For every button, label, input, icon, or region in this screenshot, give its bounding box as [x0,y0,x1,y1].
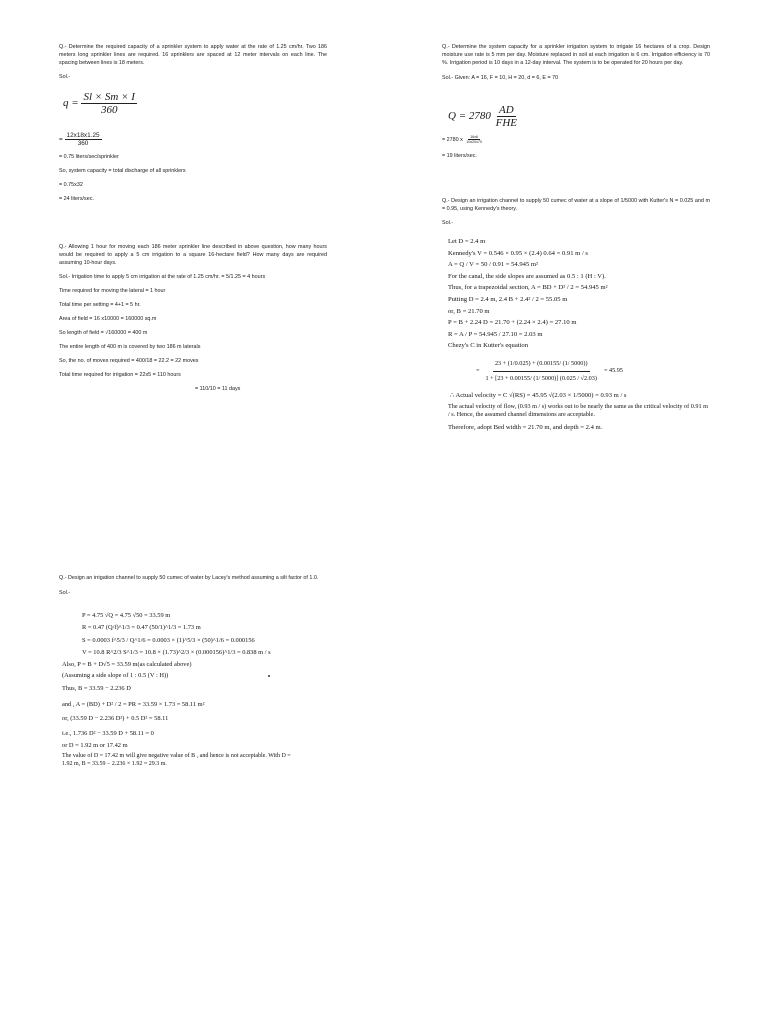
q4-chezy-equation: = $\frac{23 + (1/0.025) + (0.00155/ (1/ 5000))}{1 + [23 + 0.00155/ (1/ 5000)] (0.025 / √2.03)}$ = 45.95 [476,359,623,382]
q1-sol-label: Sol.- [59,74,71,80]
q2-step: Total time per setting = 4+1 = 5 hr. [59,302,141,308]
q4-question: Q.- Design an irrigation channel to supply 50 cumec of water at a slope of 1/5000 with Kutter's N = 0.025 and m = 0.95, using Kennedy's theory. [442,198,710,212]
q4-line: A = Q / V = 50 / 0.91 = 54.945 m² [448,261,539,269]
q1-formula [63,91,327,116]
q1-step: = 0.75 liters/sec/sprinkler [59,154,119,160]
q3-formula-num: AD [498,104,514,116]
q4-adopt: Therefore, adopt Bed width = 21.70 m, and depth = 2.4 m. [448,423,603,431]
q2-question: Q.- Allowing 1 hour for moving each 186 meter sprinkler line described in above question, how many hours would be required to apply a 5 cm irrigation to a square 16-hectare field? How many days are required assuming 10-hour days. [59,244,327,266]
q4-chezy-result: = 45.95 [603,367,623,375]
q4-block [442,197,710,227]
q4-chezy-den: 1 + [23 + 0.00155/ (1/ 5000)] (0.025 / √2.03) [485,374,597,382]
q4-solution [448,237,710,432]
q3-calc-num: 16x6 [470,135,479,139]
q4-line: or, B = 21.70 m [448,307,490,315]
q5-block [59,574,327,597]
q3-calc-den: 10x20x70 [466,140,482,144]
scan-dot [268,675,270,677]
q2-step: Area of field = 16 x10000 = 160000 sq.m [59,316,157,322]
q1-formula-num: Sl × Sm × I [83,91,135,103]
q2-block [59,243,327,393]
q5-line: or, (33.59 D − 2.236 D²) + 0.5 D² = 58.11 [62,715,169,723]
q4-line: Putting D = 2.4 m, 2.4 B + 2.4² / 2 = 55.05 m [448,295,568,303]
q5-eq: V = 10.8 R^2/3 S^1/3 = 10.8 × (1.73)^2/3 × (0.000156)^1/3 = 0.838 m / s [82,649,271,657]
q5-line: The value of D = 17.42 m will give negative value of B , and hence is not acceptable. With D = 1.92 m, B = 33.59 − 2.236 × 1.92 = 29.3 m. [62,753,291,768]
q5-eq: S = 0.0003 f^5/3 / Q^1/6 = 0.0003 × (1)^5/3 × (50)^1/6 = 0.000156 [82,636,255,644]
q5-line: Thus, B = 33.59 − 2.236 D [62,685,131,693]
q5-line: or D = 1.92 m or 17.42 m [62,742,128,750]
q4-sol-label: Sol.- [442,220,454,226]
q3-calc [442,135,710,144]
q2-step: Total time required for irrigation = 22x5 = 110 hours [59,372,181,378]
q5-sol-label: Sol.- [59,590,71,596]
q4-line: Let D = 2.4 m [448,238,486,245]
q5-line: and , A = (BD) + D² / 2 = PR = 33.59 × 1.73 = 58.11 m² [62,700,205,708]
q1-step: = 24 liters/sec. [59,196,94,202]
q1-calc-eq: = [59,136,63,144]
q2-final: = 110/10 = 11 days [195,386,241,392]
q4-velocity: ∴ Actual velocity = C √(RS) = 45.95 √(2.03 × 1/5000) = 0.93 m / s [450,392,627,400]
q2-step: So, the no. of moves required = 400/18 = 22.2 = 22 moves [59,358,199,364]
q3-calc-lhs: = 2780 x [442,136,463,143]
q4-line: Chezy's C in Kutter's equation [448,342,529,350]
q5-line: (Assuming a side slope of 1 : 0.5 (V : H)) [62,672,169,680]
q2-step: Time required for moving the lateral = 1 hour [59,288,166,294]
q5-eq: P = 4.75 √Q = 4.75 √50 = 33.59 m [82,612,171,619]
q3-block [442,43,710,160]
q3-formula-den: FHE [495,117,518,129]
q5-equations [82,611,292,658]
q3-formula-lhs: Q = 2780 [448,110,491,123]
q1-question: Q.- Determine the required capacity of a sprinkler system to apply water at the rate of 1.25 cm/hr. Two 186 meters long sprinkler lines are required. 16 sprinklers are spaced at 12 meter intervals on each line. The spacing between lines is 18 meters. [59,44,327,66]
q1-block [59,43,327,203]
q1-step: So, system capacity = total discharge of all sprinklers [59,168,186,174]
q1-calc-den: 360 [77,140,89,147]
q2-steps [59,273,327,393]
q4-line: R = A / P = 54.945 / 27.10 = 2.03 m [448,330,543,338]
q4-line: Kennedy's V = 0.546 × 0.95 × (2.4) 0.64 = 0.91 m / s [448,249,588,257]
q5-eq: R = 0.47 (Q/f)^1/3 = 0.47 (50/1)^1/3 = 1.73 m [82,624,201,632]
q1-calc-num: 12x18x1.25 [66,132,100,139]
q1-step: = 0.75x32 [59,182,83,188]
q1-calc [59,132,327,147]
q4-line: P = B + 2.24 D = 21.70 + (2.24 × 2.4) = 27.10 m [448,319,577,327]
q1-steps [59,153,327,203]
q2-step: Sol.- Irrigation time to apply 5 cm irrigation at the rate of 1.25 cm/hr. = 5/1.25 = 4 hours [59,274,266,280]
q4-line: Thus, for a trapezoidal section, A = BD + D² / 2 = 54.945 m² [448,284,608,292]
q5-solution [62,611,292,769]
q5-question: Q.- Design an irrigation channel to supply 50 cumec of water by Lacey's method assuming a silt factor of 1.0. [59,575,319,581]
q1-formula-den: 360 [100,104,118,116]
q2-step: The entire length of 400 m is covered by two 186 m laterals [59,344,201,350]
q5-line: Also, P = B + D√5 = 33.59 m(as calculated above) [62,660,192,668]
q5-line: i.e., 1.736 D² − 33.59 D + 58.11 = 0 [62,729,154,737]
q4-chezy-num: 23 + (1/0.025) + (0.00155/ (1/ 5000)) [493,359,590,372]
q3-given: Sol.- Given: A = 16, F = 10, H = 20, d = 6, E = 70 [442,75,559,81]
q3-formula [448,104,710,129]
q1-formula-lhs: q = [63,97,79,110]
q3-question: Q.- Determine the system capacity for a sprinkler irrigation system to irrigate 16 hectares of a crop. Design moisture use rate is 5 mm per day. Moisture replaced in soil at each irrigation is 6 cm. Irrigation efficiency is 70 %. Irrigation period is 10 days in a 12-day interval. The system is to be operated for 20 hours per day. [442,44,710,66]
q4-conclusion: The actual velocity of flow, (0.93 m / s) works out to be nearly the same as the critical velocity of 0.91 m / s. Hence, the assumed channel dimensions are acceptable. [448,402,708,418]
q3-result: = 19 liters/sec. [442,153,477,159]
q4-line: For the canal, the side slopes are assumed as 0.5 : 1 (H : V). [448,272,606,280]
q2-step: So length of field = √160000 = 400 m [59,330,148,336]
